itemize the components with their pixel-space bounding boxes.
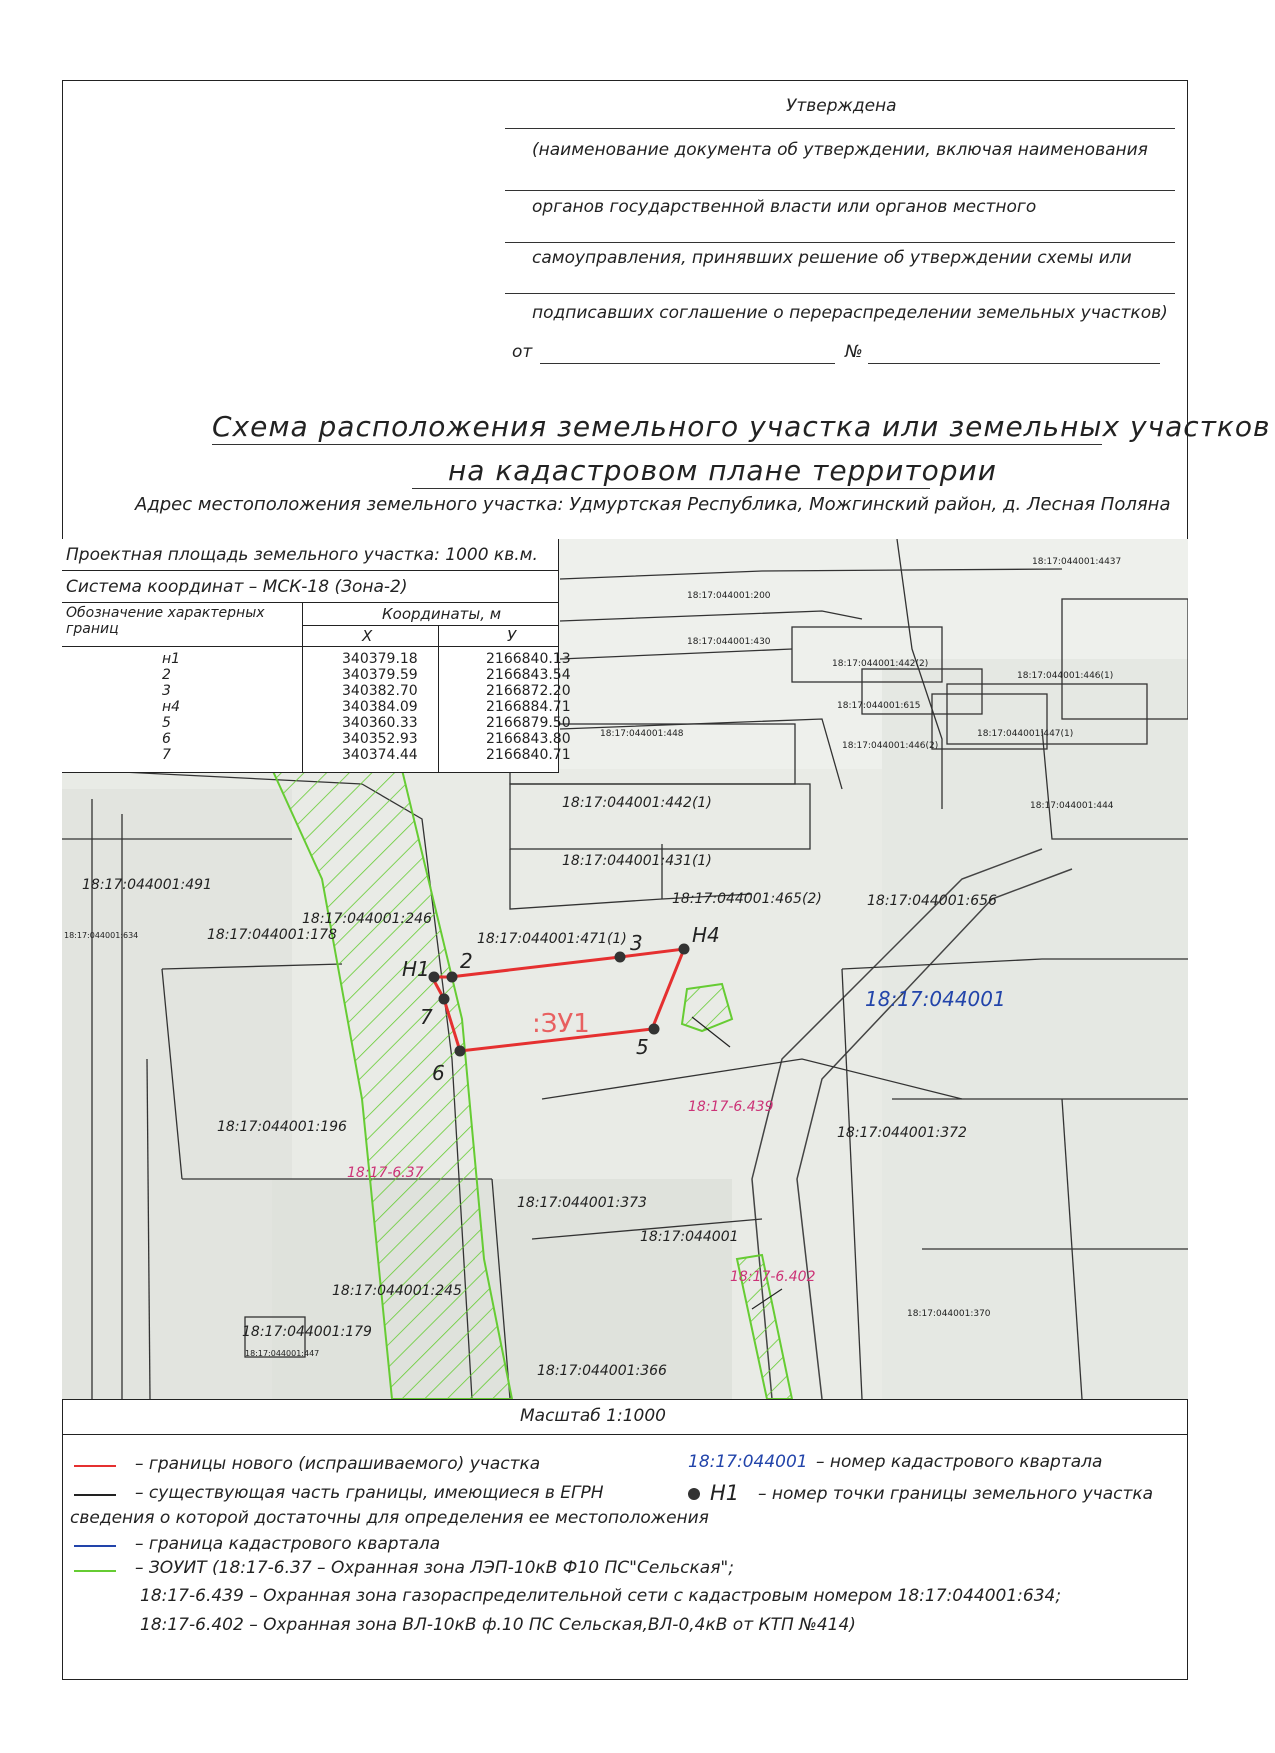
map-label: 18:17:044001:372 [837, 1125, 967, 1141]
col-points-header: Обозначение характерных границ [66, 605, 265, 637]
legend-green-text-1: – ЗОУИТ (18:17-6.37 – Охранная зона ЛЭП-10кВ Ф10 ПС"Сельская"; [135, 1558, 734, 1578]
map-bottom-border [62, 1399, 1188, 1400]
map-label: 18:17:044001:471(1) [477, 931, 627, 947]
point-5-marker [649, 1024, 660, 1035]
coord-y: 2166872.20 [486, 683, 571, 699]
legend-red-text: – границы нового (испрашиваемого) участка [135, 1454, 541, 1474]
map-label: 18:17:044001:366 [537, 1363, 667, 1379]
point-5-label: 5 [636, 1035, 649, 1059]
coord-y: 2166879.50 [486, 715, 571, 731]
coord-y: 2166843.80 [486, 731, 571, 747]
approval-text-1: (наименование документа об утверждении, включая наименования [532, 140, 1148, 160]
coord-point: 2 [162, 667, 171, 683]
legend-point-text: – номер точки границы земельного участка [758, 1484, 1154, 1504]
zone-label-6-439: 18:17-6.439 [688, 1099, 774, 1115]
parcel-label: :ЗУ1 [532, 1009, 590, 1039]
map-label: 18:17:044001:634 [64, 931, 139, 940]
map-label: 18:17:044001:446(2) [842, 741, 939, 751]
zone-label-6-37: 18:17-6.37 [347, 1165, 424, 1181]
coord-point: 3 [162, 683, 171, 699]
coord-y: 2166840.71 [486, 747, 571, 763]
col-y-header: У [507, 627, 517, 645]
approval-line [505, 242, 1175, 243]
legend-point-sample: Н1 [710, 1481, 740, 1505]
title-underline [212, 444, 1102, 445]
coord-x: 340374.44 [342, 747, 418, 763]
col-coords-header: Координаты, м [382, 605, 502, 623]
point-7-label: 7 [420, 1005, 433, 1029]
map-label: 18:17:044001:442(1) [562, 795, 712, 811]
point-7-marker [439, 994, 450, 1005]
coord-x: 340382.70 [342, 683, 418, 699]
approval-from-label: от [512, 342, 533, 362]
legend-blue-text: – граница кадастрового квартала [135, 1534, 441, 1554]
point-n4-marker [679, 944, 690, 955]
coord-system-row: Система координат – МСК-18 (Зона-2) [62, 571, 558, 603]
coord-point: 7 [162, 747, 171, 763]
coord-x: 340352.93 [342, 731, 418, 747]
coord-x: 340360.33 [342, 715, 418, 731]
legend-green-text-3: 18:17-6.402 – Охранная зона ВЛ-10кВ ф.10 ПС Сельская,ВЛ-0,4кВ от КТП №414) [140, 1615, 856, 1635]
map-label: 18:17:044001:442(2) [832, 659, 929, 669]
coord-point: н1 [162, 651, 181, 667]
approval-number-line [868, 363, 1160, 364]
coord-y: 2166840.13 [486, 651, 571, 667]
quarter-label: 18:17:044001 [865, 987, 1006, 1011]
point-3-marker [615, 952, 626, 963]
map-label: 18:17:044001:465(2) [672, 891, 822, 907]
point-2-marker [447, 972, 458, 983]
approval-text-3: самоуправления, принявших решение об утверждении схемы или [532, 248, 1132, 268]
map-label: 18:17:044001:373 [517, 1195, 647, 1211]
point-6-marker [455, 1046, 466, 1057]
scale-label: Масштаб 1:1000 [520, 1406, 667, 1426]
legend-black-line [74, 1494, 116, 1496]
map-label: 18:17:044001:447 [245, 1349, 320, 1358]
map-label: 18:17:044001:446(1) [1017, 671, 1114, 681]
coord-x: 340379.59 [342, 667, 418, 683]
map-label: 18:17:044001:178 [207, 927, 337, 943]
approval-date-line [540, 363, 835, 364]
document-title-line1: Схема расположения земельного участка или земельных участков [212, 410, 1271, 443]
approval-line [505, 293, 1175, 294]
map-label: 18:17:044001:179 [242, 1324, 372, 1340]
coordinates-table [62, 539, 571, 773]
map-label: 18:17:044001:491 [82, 877, 212, 893]
legend-black-text-1: – существующая часть границы, имеющиеся в ЕГРН [135, 1483, 604, 1503]
map-label: 18:17:044001:656 [867, 893, 997, 909]
address: Адрес местоположения земельного участка: Удмуртская Республика, Можгинский район, д. Лесная Поляна [135, 494, 1171, 515]
map-label: 18:17:044001:430 [687, 637, 771, 647]
map-label: 18:17:044001:200 [687, 591, 771, 601]
table-divider [62, 646, 558, 647]
approval-text-2: органов государственной власти или органов местного [532, 197, 1037, 217]
area-row: Проектная площадь земельного участка: 1000 кв.м. [62, 539, 558, 571]
legend-black-text-2: сведения о которой достаточны для определения ее местоположения [70, 1508, 709, 1528]
map-label: 18:17:044001:4437 [1032, 557, 1122, 567]
coord-y: 2166884.71 [486, 699, 571, 715]
col-x-header: X [362, 627, 373, 645]
table-divider [302, 625, 558, 626]
legend-top-border [62, 1434, 1188, 1435]
coord-point: 6 [162, 731, 171, 747]
approval-text-4: подписавших соглашение о перераспределении земельных участков) [532, 303, 1168, 323]
coord-x: 340384.09 [342, 699, 418, 715]
map-area-east [882, 659, 1188, 1399]
point-n1-label: Н1 [402, 957, 430, 981]
point-n1-marker [429, 972, 440, 983]
legend-green-line [74, 1570, 116, 1572]
map-label: 18:17:044001 [640, 1229, 739, 1245]
map-label: 18:17:044001:444 [1030, 801, 1114, 811]
point-3-label: 3 [630, 931, 643, 955]
title-underline [412, 488, 930, 489]
point-2-label: 2 [460, 949, 473, 973]
map-label: 18:17:044001:431(1) [562, 853, 712, 869]
approval-number-label: № [845, 342, 863, 362]
approval-title: Утверждена [786, 96, 897, 116]
coord-point: 5 [162, 715, 171, 731]
approval-line [505, 128, 1175, 129]
coord-x: 340379.18 [342, 651, 418, 667]
approval-line [505, 190, 1175, 191]
legend-red-line [74, 1465, 116, 1467]
table-divider [438, 625, 439, 772]
coord-point: н4 [162, 699, 181, 715]
table-divider [302, 603, 303, 772]
legend-quarter-text: – номер кадастрового квартала [816, 1452, 1103, 1472]
zone-label-6-402: 18:17-6.402 [730, 1269, 816, 1285]
legend-point-marker [688, 1488, 700, 1500]
map-label: 18:17:044001:245 [332, 1283, 462, 1299]
map-label: 18:17:044001:246 [302, 911, 432, 927]
document-title-line2: на кадастровом плане территории [448, 454, 997, 487]
map-label: 18:17:044001:370 [907, 1309, 991, 1319]
point-n4-label: Н4 [692, 923, 720, 947]
point-6-label: 6 [432, 1061, 445, 1085]
legend-green-text-2: 18:17-6.439 – Охранная зона газораспределительной сети с кадастровым номером 18:17:044001:634; [140, 1586, 1062, 1606]
map-label: 18:17:044001:196 [217, 1119, 347, 1135]
map-label: 18:17:044001:448 [600, 729, 684, 739]
map-label: 18:17:044001:615 [837, 701, 921, 711]
legend-quarter-sample: 18:17:044001 [688, 1452, 808, 1472]
legend-blue-line [74, 1545, 116, 1547]
map-label: 18:17:044001:447(1) [977, 729, 1074, 739]
coord-y: 2166843.54 [486, 667, 571, 683]
